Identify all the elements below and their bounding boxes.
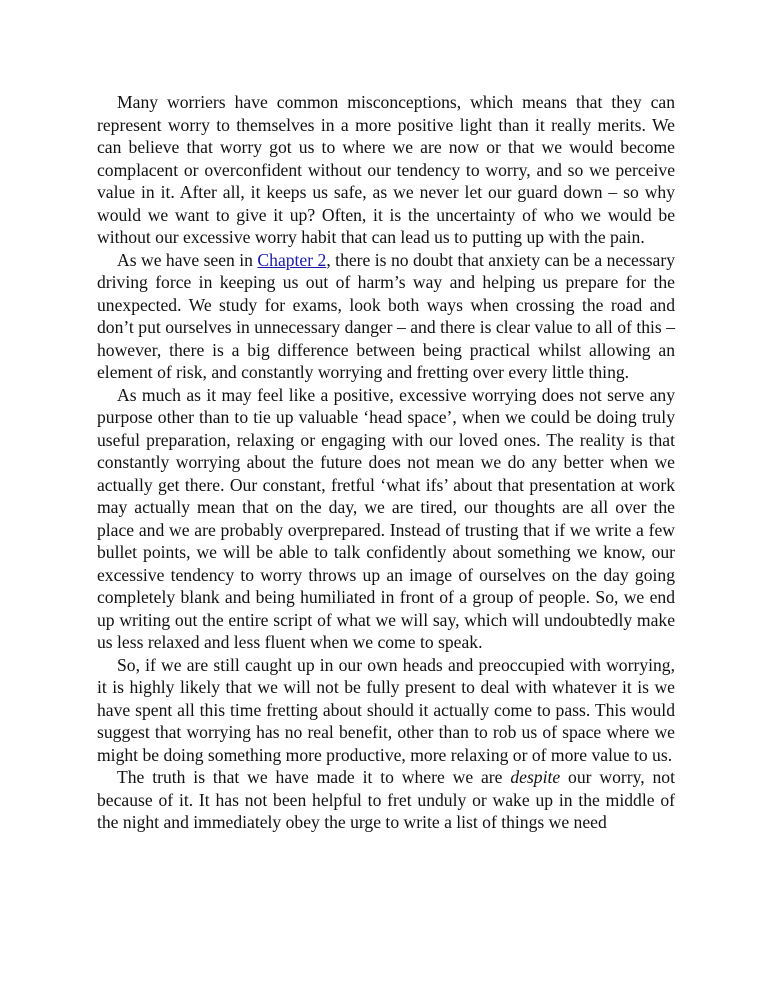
paragraph-1 — [97, 91, 675, 249]
emphasis-despite: despite — [510, 767, 561, 787]
paragraph-2 — [97, 249, 675, 384]
paragraph-3-text: As much as it may feel like a positive, excessive worrying does not serve any purpose other than to tie up valuable ‘head space’, when we could be doing truly useful preparation, relaxing or engaging with our loved ones. The reality is that constantly worrying about the future does not mean we do any better when we actually get there. Our constant, fretful ‘what ifs’ about that presentation at work may actually mean that on the day, we are tired, our thoughts are all over the place and we are probably overprepared. Instead of trusting that if we write a few bullet points, we will be able to talk confidently about something we know, our excessive tendency to worry throws up an image of ourselves on the day going completely blank and being humiliated in front of a group of people. So, we end up writing out the entire script of what we will say, which will undoubtedly make us less relaxed and less fluent when we come to speak. — [97, 384, 675, 652]
book-page — [97, 91, 675, 834]
paragraph-2-text-end: , there is no doubt that anxiety can be a necessary driving force in keeping us out of harm’s way and helping us prepare for the unexpected. We study for exams, look both ways when crossing the road and don’t put ourselves in unnecessary danger – and there is clear value to all of this – however, there is a big difference between being practical whilst allowing an element of risk, and constantly worrying and fretting over every little thing. — [97, 249, 676, 382]
paragraph-5-text-end: our worry, not because of it. It has not been helpful to fret unduly or wake up in the middle of the night and immediately obey the urge to write a list of things we need — [97, 767, 675, 832]
paragraph-5 — [97, 766, 675, 834]
paragraph-5-text-start: The truth is that we have made it to where we are — [117, 767, 511, 787]
paragraph-3 — [97, 384, 675, 654]
paragraph-4-text: So, if we are still caught up in our own heads and preoccupied with worrying, it is highly likely that we will not be fully present to deal with whatever it is we have spent all this time fretting about should it actually come to pass. This would suggest that worrying has no real benefit, other than to rob us of space where we might be doing something more productive, more relaxing or of more value to us. — [97, 654, 675, 765]
paragraph-1-text: Many worriers have common misconceptions, which means that they can represent worry to themselves in a more positive light than it really merits. We can believe that worry got us to where we are now or that we would become complacent or overconfident without our tendency to worry, and so we perceive value in it. After all, it keeps us safe, as we never let our guard down – so why would we want to give it up? Often, it is the uncertainty of who we would be without our excessive worry habit that can lead us to putting up with the pain. — [97, 92, 675, 247]
paragraph-4 — [97, 654, 675, 767]
paragraph-2-text-start: As we have seen in — [117, 249, 258, 270]
chapter-2-link[interactable]: Chapter 2 — [257, 249, 327, 270]
